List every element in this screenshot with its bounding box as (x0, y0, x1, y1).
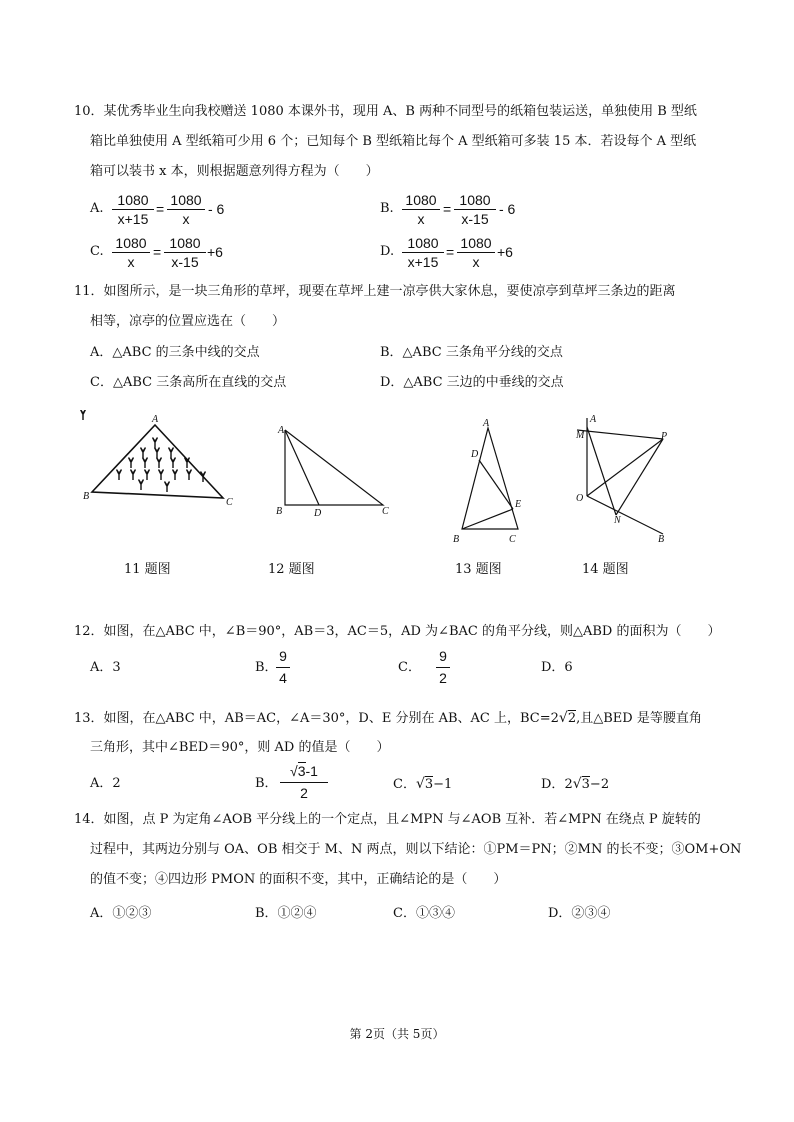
fraction (280, 763, 328, 803)
option-tail: - 6 (499, 201, 516, 217)
segment-be (462, 509, 513, 529)
denominator: x-15 (461, 211, 489, 227)
numerator: 9 (439, 648, 447, 664)
equals-sign: = (153, 244, 162, 260)
segment-mn (587, 427, 616, 515)
numerator: 1080 (115, 235, 147, 251)
denominator: x-15 (171, 254, 199, 270)
numerator: 1080 (405, 192, 437, 208)
fraction-left (402, 235, 444, 271)
numerator: 1080 (170, 192, 202, 208)
option-tail: −1 (433, 777, 453, 792)
option-tail: - 6 (208, 201, 225, 217)
q14-text-line3: 的值不变；④四边形 PMON 的面积不变，其中，正确结论的是（ ） (90, 872, 507, 887)
q12-text-line1: 12．如图，在△ABC 中，∠B＝90°，AB＝3，AC＝5，AD 为∠BAC 的角平分线，则△ABD 的面积为（ ） (74, 624, 721, 639)
ray-ob (587, 496, 663, 534)
figure-11-caption: 11 题图 (124, 562, 171, 577)
vertex-label-a: A (590, 414, 597, 425)
fraction-right (454, 192, 496, 228)
denominator: x (417, 211, 425, 227)
numerator-tail: -1 (305, 763, 318, 779)
q11-option-c[interactable]: C．△ABC 三条高所在直线的交点 (90, 375, 287, 390)
denominator: x (127, 254, 135, 270)
vertex-label-m: M (576, 430, 585, 441)
option-letter: D． (541, 777, 565, 792)
fraction-left (112, 192, 154, 228)
option-letter: A. (90, 201, 104, 216)
q14-option-c[interactable]: C．①③④ (393, 906, 455, 921)
sqrt-sign: √ (290, 763, 298, 779)
sqrt-sign: √ (572, 776, 582, 792)
vertex-label-p: P (661, 431, 668, 442)
q14-option-d[interactable]: D．②③④ (548, 906, 611, 921)
q11-text-line1: 11．如图所示，是一块三角形的草坪，现要在草坪上建一凉亭供大家休息，要使凉亭到草坪三条边的距离 (74, 284, 676, 299)
q10-text-line2: 箱比单独使用 A 型纸箱可少用 6 个；已知每个 B 型纸箱比每个 A 型纸箱可多装 15 本．若设每个 A 型纸 (90, 134, 697, 149)
vertex-label-a: A (278, 425, 285, 436)
vertex-label-d: D (314, 508, 322, 519)
fraction-bar (276, 667, 290, 668)
option-letter: B． (255, 776, 278, 791)
vertex-label-e: E (515, 499, 522, 510)
sqrt-radicand: 2 (567, 711, 577, 726)
sqrt-radicand: 3 (297, 763, 306, 779)
bisector-op (587, 439, 663, 496)
fraction-bar (112, 209, 154, 210)
numerator: 1080 (407, 235, 439, 251)
equals-sign: = (156, 201, 165, 217)
sqrt-sign: √ (558, 710, 568, 726)
page-number-footer: 第 2页（共 5页） (349, 1027, 445, 1041)
q13-option-a[interactable]: A．2 (90, 776, 121, 791)
figure-11-triangle-lawn (80, 410, 240, 515)
q13-text-line1-start: 13．如图，在△ABC 中，AB＝AC，∠A＝30°，D、E 分别在 AB、AC 上，BC=2 (74, 711, 559, 726)
numerator: 1080 (459, 192, 491, 208)
vertex-label-b: B (276, 506, 283, 517)
q12-option-d[interactable]: D．6 (541, 660, 573, 675)
q13-text-line2: 三角形，其中∠BED＝90°，则 AD 的值是（ ） (90, 740, 390, 755)
triangle-abc (285, 430, 383, 505)
option-tail: +6 (207, 244, 223, 260)
fraction-right (164, 235, 206, 271)
option-tail: −2 (589, 777, 610, 792)
figure-13-caption: 13 题图 (455, 562, 502, 577)
fraction-bar (457, 252, 495, 253)
numerator: 1080 (169, 235, 201, 251)
q14-option-b[interactable]: B．①②④ (255, 906, 317, 921)
fraction-bar (402, 209, 440, 210)
sqrt-radicand: 3 (424, 777, 434, 792)
equals-sign: = (443, 201, 452, 217)
figure-14-rotating-angle (568, 410, 693, 545)
numerator (280, 763, 328, 779)
grass-tufts (80, 410, 206, 492)
option-letter: C． (398, 660, 421, 675)
equals-sign: = (446, 244, 455, 260)
vertex-label-c: C (382, 506, 389, 517)
fraction-bar (112, 252, 150, 253)
option-letter: D. (380, 244, 395, 259)
figure-14-caption: 14 题图 (582, 562, 629, 577)
q13-option-d[interactable] (541, 776, 609, 793)
option-letter: B． (255, 660, 278, 675)
vertex-label-a: A (152, 414, 159, 425)
vertex-label-b: B (453, 534, 460, 545)
segment-de (479, 460, 513, 509)
lawn-triangle (92, 425, 223, 498)
vertex-label-a: A (483, 418, 490, 429)
fraction-left (402, 192, 440, 228)
q10-text-line1: 10．某优秀毕业生向我校赠送 1080 本课外书，现用 A、B 两种不同型号的纸箱包装运送，单独使用 B 型纸 (74, 104, 697, 119)
q11-option-b[interactable]: B．△ABC 三条角平分线的交点 (380, 345, 563, 360)
fraction-bar (454, 209, 496, 210)
fraction-bar (402, 252, 444, 253)
numerator: 1080 (460, 235, 492, 251)
denominator: x (182, 211, 190, 227)
denominator: 2 (439, 670, 447, 686)
sqrt-radicand: 3 (581, 777, 590, 792)
denominator: x+15 (407, 254, 439, 270)
segment-pn (616, 439, 663, 515)
q14-text-line2: 过程中，其两边分别与 OA、OB 相交于 M、N 两点，则以下结论：①PM＝PN；②MN 的长不变；③OM+ON (90, 842, 742, 857)
fraction-bar (167, 209, 205, 210)
vertex-label-b: B (658, 534, 665, 545)
q11-option-d[interactable]: D．△ABC 三边的中垂线的交点 (380, 375, 564, 390)
fraction-bar (436, 667, 450, 668)
numerator: 9 (279, 648, 287, 664)
fraction-bar (164, 252, 206, 253)
figure-13-isosceles-triangle (445, 412, 535, 547)
q13-text-line1-end: ,且△BED 是等腰直角 (576, 711, 702, 726)
fraction-left (112, 235, 150, 271)
denominator: 4 (279, 670, 287, 686)
q10-text-line3: 箱可以装书 x 本，则根据题意列得方程为（ ） (90, 164, 379, 179)
option-letter: C. (90, 244, 104, 259)
sqrt-sign: √ (415, 776, 425, 792)
fraction-right (167, 192, 205, 228)
numerator: 1080 (117, 192, 149, 208)
q11-text-line2: 相等，凉亭的位置应选在（ ） (90, 314, 286, 329)
vertex-label-d: D (471, 449, 479, 460)
q12-option-a[interactable]: A．3 (90, 660, 121, 675)
vertex-label-o: O (576, 493, 584, 504)
option-tail: +6 (497, 244, 513, 260)
bisector-ad (285, 430, 319, 505)
q13-option-c[interactable] (393, 776, 452, 793)
q13-text-line1 (74, 710, 702, 727)
vertex-label-c: C (226, 497, 233, 508)
fraction-bar (280, 782, 328, 783)
denominator: x (472, 254, 480, 270)
vertex-label-b: B (83, 491, 90, 502)
fraction (436, 648, 450, 688)
denominator: x+15 (117, 211, 149, 227)
fraction (276, 648, 290, 688)
figure-12-right-triangle (268, 418, 398, 523)
option-letter: C． (393, 777, 416, 792)
denominator: 2 (300, 785, 308, 801)
q14-option-a[interactable]: A．①②③ (90, 906, 152, 921)
q11-option-a[interactable]: A．△ABC 的三条中线的交点 (90, 345, 260, 360)
triangle-abc (462, 428, 518, 529)
coefficient: 2 (564, 777, 573, 792)
fraction-right (457, 235, 495, 271)
q14-text-line1: 14．如图，点 P 为定角∠AOB 平分线上的一个定点，且∠MPN 与∠AOB 互补．若∠MPN 在绕点 P 旋转的 (74, 812, 701, 827)
option-letter: B. (380, 201, 394, 216)
vertex-label-c: C (509, 534, 516, 545)
vertex-label-n: N (614, 515, 621, 526)
figure-12-caption: 12 题图 (268, 562, 315, 577)
